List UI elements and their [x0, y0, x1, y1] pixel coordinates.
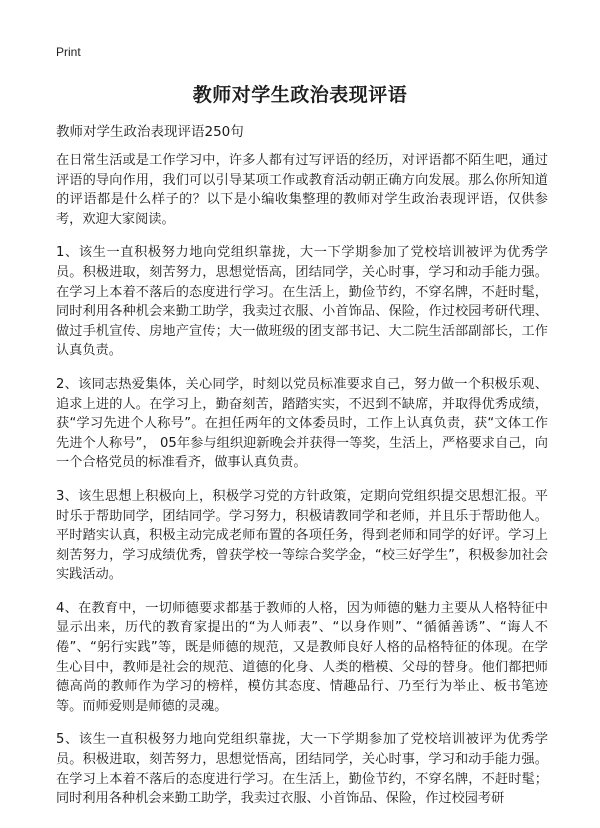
- article-body: [56, 151, 548, 823]
- page-subtitle: 教师对学生政治表现评语250句: [56, 124, 244, 140]
- comment-paragraph-3: 3、该生思想上积极向上，积极学习党的方针政策，定期向党组织提交思想汇报。平时乐于帮助同学，团结同学。学习努力，积极请教同学和老师，并且乐于帮助他人。平时踏实认真，积极主动完成老师布置的各项任务，得到老师和同学的好评。学习上刻苦努力，学习成绩优秀，曾获学校一等综合奖学金，“校三好学生”，积极参加社会实践活动。: [56, 488, 548, 583]
- print-link[interactable]: Print: [56, 45, 81, 59]
- intro-paragraph: 在日常生活或是工作学习中，许多人都有过写评语的经历，对评语都不陌生吧，通过评语的导向作用，我们可以引导某项工作或教育活动朝正确方向发展。那么你所知道的评语都是什么样子的？以下是小编收集整理的教师对学生政治表现评语，仅供参考，欢迎大家阅读。: [56, 153, 548, 227]
- comment-paragraph-4: 4、在教育中，一切师德要求都基于教师的人格，因为师德的魅力主要从人格特征中显示出来，历代的教育家提出的“为人师表”、“以身作则”、“循循善诱”、“诲人不倦”、“躬行实践”等，既是师德的规范，又是教师良好人格的品格特征的体现。在学生心目中，教师是社会的规范、道德的化身、人类的楷模、父母的替身。他们都把师德高尚的教师作为学习的榜样，模仿其态度、情趣品行、乃至行为举止、板书笔迹等。而师爱则是师德的灵魂。: [56, 600, 548, 714]
- page-title: 教师对学生政治表现评语: [192, 84, 408, 106]
- comment-paragraph-5: 5、该生一直积极努力地向党组织靠拢，大一下学期参加了党校培训被评为优秀学员。积极进取，刻苦努力，思想觉悟高，团结同学，关心时事，学习和动手能力强。在学习上本着不落后的态度进行学习。在生活上，勤俭节约，不穿名牌，不赶时髦；同时利用各种机会来勤工助学，我卖过衣服、小首饰品、保险，作过校园考研: [56, 732, 548, 807]
- comment-paragraph-1: 1、该生一直积极努力地向党组织靠拢，大一下学期参加了党校培训被评为优秀学员。积极进取，刻苦努力，思想觉悟高，团结同学，关心时事，学习和动手能力强。在学习上本着不落后的态度进行学习。在生活上，勤俭节约，不穿名牌，不赶时髦，同时利用各种机会来勤工助学，我卖过衣服、小首饰品、保险，作过校园考研代理、做过手机宣传、房地产宣传；大一做班级的团支部书记、大二院生活部副部长，工作认真负责。: [56, 245, 548, 359]
- comment-paragraph-2: 2、该同志热爱集体，关心同学，时刻以党员标准要求自己，努力做一个积极乐观、追求上进的人。在学习上，勤奋刻苦，踏踏实实，不迟到不缺席，并取得优秀成绩，获“学习先进个人称号”。在担任两年的文体委员时，工作上认真负责，获“文体工作先进个人称号”， 05年参与组织迎新晚会并获得一等奖，生活上，严格要求自己，向一个合格党员的标准看齐，做事认真负责。: [56, 376, 548, 471]
